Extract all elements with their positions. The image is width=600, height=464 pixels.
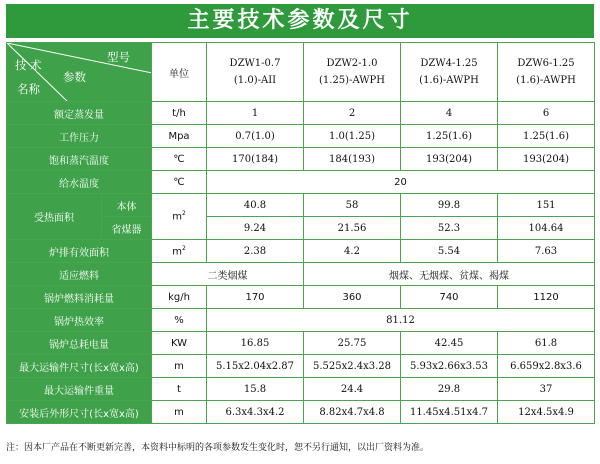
row-unit: KW: [152, 332, 207, 355]
table-cell: 12x4.5x4.9: [498, 401, 595, 424]
table-cell: 二类烟煤: [152, 263, 304, 286]
row-unit: t: [152, 378, 207, 401]
row-unit: %: [152, 309, 207, 332]
table-cell: 24.4: [304, 378, 401, 401]
table-cell: 29.8: [401, 378, 498, 401]
row-unit: t/h: [152, 102, 207, 125]
table-row: [7, 378, 595, 401]
table-cell: 193(204): [498, 148, 595, 171]
corner-model-label: 型号: [107, 50, 130, 64]
model-header-3: DZW4-1.25 (1.6)-AWPH: [401, 43, 498, 102]
table-cell: 193(204): [401, 148, 498, 171]
table-header-row: [7, 43, 595, 102]
table-cell: 37: [498, 378, 595, 401]
row-label: 锅炉热效率: [7, 309, 152, 332]
table-row: [7, 309, 595, 332]
row-sublabel: 本体: [102, 194, 152, 217]
table-cell: 4.2: [304, 240, 401, 263]
row-unit: ℃: [152, 171, 207, 194]
table-cell: 2.38: [207, 240, 304, 263]
row-label: 工作压力: [7, 125, 152, 148]
table-cell: 1.0(1.25): [304, 125, 401, 148]
row-label: 锅炉总耗电量: [7, 332, 152, 355]
table-cell: 15.8: [207, 378, 304, 401]
table-cell: 1.25(1.6): [401, 125, 498, 148]
table-cell: 20: [207, 171, 595, 194]
corner-name-label: 名称: [17, 82, 40, 96]
table-cell: 61.8: [498, 332, 595, 355]
table-cell: 21.56: [304, 217, 401, 240]
table-cell: 0.7(1.0): [207, 125, 304, 148]
table-row: [7, 194, 595, 217]
unit-header: 单位: [152, 43, 207, 102]
table-cell: 6: [498, 102, 595, 125]
table-row: [7, 263, 595, 286]
corner-param-label: 参数: [63, 70, 86, 84]
table-cell: 58: [304, 194, 401, 217]
row-label: 适应燃料: [7, 263, 152, 286]
table-cell: 1: [207, 102, 304, 125]
row-label: 饱和蒸汽温度: [7, 148, 152, 171]
table-cell: 42.45: [401, 332, 498, 355]
row-unit: kg/h: [152, 286, 207, 309]
row-unit: m: [152, 401, 207, 424]
table-cell: 8.82x4.7x4.8: [304, 401, 401, 424]
table-row: [7, 355, 595, 378]
spec-table: [6, 42, 595, 424]
table-cell: 740: [401, 286, 498, 309]
row-label: 给水温度: [7, 171, 152, 194]
row-sublabel: 省煤器: [102, 217, 152, 240]
model-header-1: DZW1-0.7 (1.0)-AII: [207, 43, 304, 102]
footnote: 注：因本厂产品在不断更新完善，本资料中标明的各项参数发生变化时，恕不另行通知，以出厂资料为准。: [6, 443, 430, 453]
model-header-2: DZW2-1.0 (1.25)-AWPH: [304, 43, 401, 102]
corner-header-cell: [7, 43, 152, 102]
table-cell: 52.3: [401, 217, 498, 240]
table-cell: 5.93x2.66x3.53: [401, 355, 498, 378]
table-row: [7, 148, 595, 171]
row-unit: $m^2$: [152, 194, 207, 240]
row-unit: Mpa: [152, 125, 207, 148]
table-cell: 9.24: [207, 217, 304, 240]
table-row: [7, 125, 595, 148]
table-cell: 5.54: [401, 240, 498, 263]
table-cell: 104.64: [498, 217, 595, 240]
table-cell: 184(193): [304, 148, 401, 171]
row-label: 额定蒸发量: [7, 102, 152, 125]
row-unit: $m^2$: [152, 240, 207, 263]
row-label: 最大运输件尺寸(长x宽x高): [7, 355, 152, 378]
table-cell: 1.25(1.6): [498, 125, 595, 148]
table-row: [7, 401, 595, 424]
table-cell: 151: [498, 194, 595, 217]
table-cell: 40.8: [207, 194, 304, 217]
table-cell: 6.659x2.8x3.6: [498, 355, 595, 378]
table-cell: 99.8: [401, 194, 498, 217]
row-label: 安装后外形尺寸(长x宽x高): [7, 401, 152, 424]
table-row: [7, 102, 595, 125]
corner-tech-label: 技 术: [15, 58, 42, 72]
table-cell: 25.75: [304, 332, 401, 355]
table-cell: 16.85: [207, 332, 304, 355]
row-unit: ℃: [152, 148, 207, 171]
table-cell: 5.525x2.4x3.28: [304, 355, 401, 378]
table-cell: 5.15x2.04x2.87: [207, 355, 304, 378]
table-cell: 170: [207, 286, 304, 309]
table-cell: 1120: [498, 286, 595, 309]
model-header-4: DZW6-1.25 (1.6)-AWPH: [498, 43, 595, 102]
table-row: [7, 332, 595, 355]
table-row: [7, 171, 595, 194]
row-label: 炉排有效面积: [7, 240, 152, 263]
table-cell: 烟煤、无烟煤、贫煤、褐煤: [304, 263, 595, 286]
page-title: 主要技术参数及尺寸: [6, 4, 594, 38]
table-cell: 2: [304, 102, 401, 125]
table-cell: 81.12: [207, 309, 595, 332]
row-label: 最大运输件重量: [7, 378, 152, 401]
row-unit: m: [152, 355, 207, 378]
table-row: [7, 240, 595, 263]
table-row: [7, 286, 595, 309]
table-cell: 360: [304, 286, 401, 309]
table-cell: 4: [401, 102, 498, 125]
row-label: 锅炉燃料消耗量: [7, 286, 152, 309]
row-label: 受热面积: [7, 194, 102, 240]
table-cell: 6.3x4.3x4.2: [207, 401, 304, 424]
table-cell: 170(184): [207, 148, 304, 171]
table-cell: 11.45x4.51x4.7: [401, 401, 498, 424]
table-cell: 7.63: [498, 240, 595, 263]
